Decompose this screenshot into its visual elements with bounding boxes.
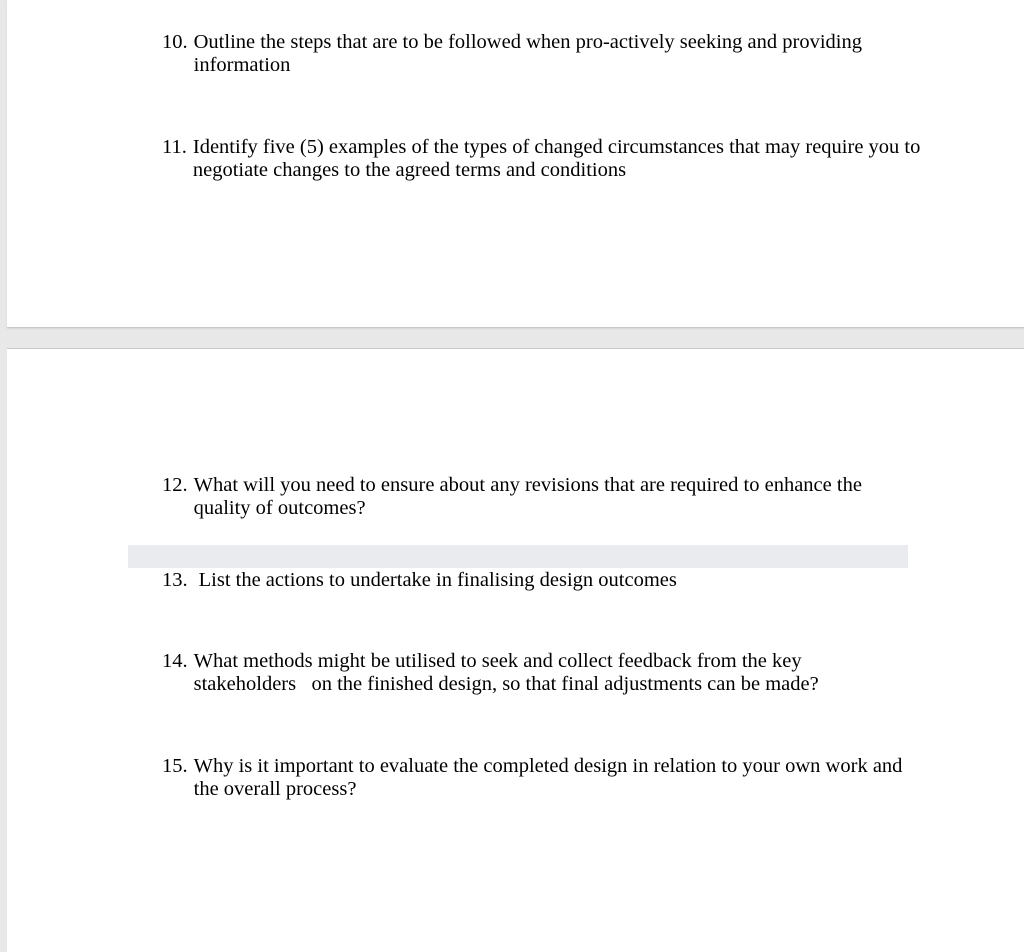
question-number: 14. [162,650,188,672]
question-11 [162,136,922,182]
question-text: Outline the steps that are to be followed when pro-actively seeking and providing information [193,31,862,76]
question-number: 11. [162,136,187,158]
question-text: Why is it important to evaluate the completed design in relation to your own work and the overall process? [193,755,903,800]
question-text: List the actions to undertake in finalising design outcomes [198,569,677,591]
document-page-1 [7,0,1024,328]
question-number: 15. [162,755,188,777]
question-14 [162,650,922,696]
question-number: 12. [162,474,188,496]
question-15 [162,755,922,801]
question-text: Identify five (5) examples of the types of changed circumstances that may require you to negotiate changes to the agreed terms and conditions [192,136,921,181]
document-page-2 [7,348,1024,952]
question-text: What methods might be utilised to seek and collect feedback from the key stakeholders on the finished design, so that final adjustments can be made? [193,650,819,695]
highlight-bar [128,545,908,568]
question-12 [162,474,922,520]
question-10 [162,31,922,77]
question-number: 13. [162,569,188,591]
question-text: What will you need to ensure about any revisions that are required to enhance the quality of outcomes? [193,474,862,519]
question-number: 10. [162,31,188,53]
question-13 [162,569,922,592]
